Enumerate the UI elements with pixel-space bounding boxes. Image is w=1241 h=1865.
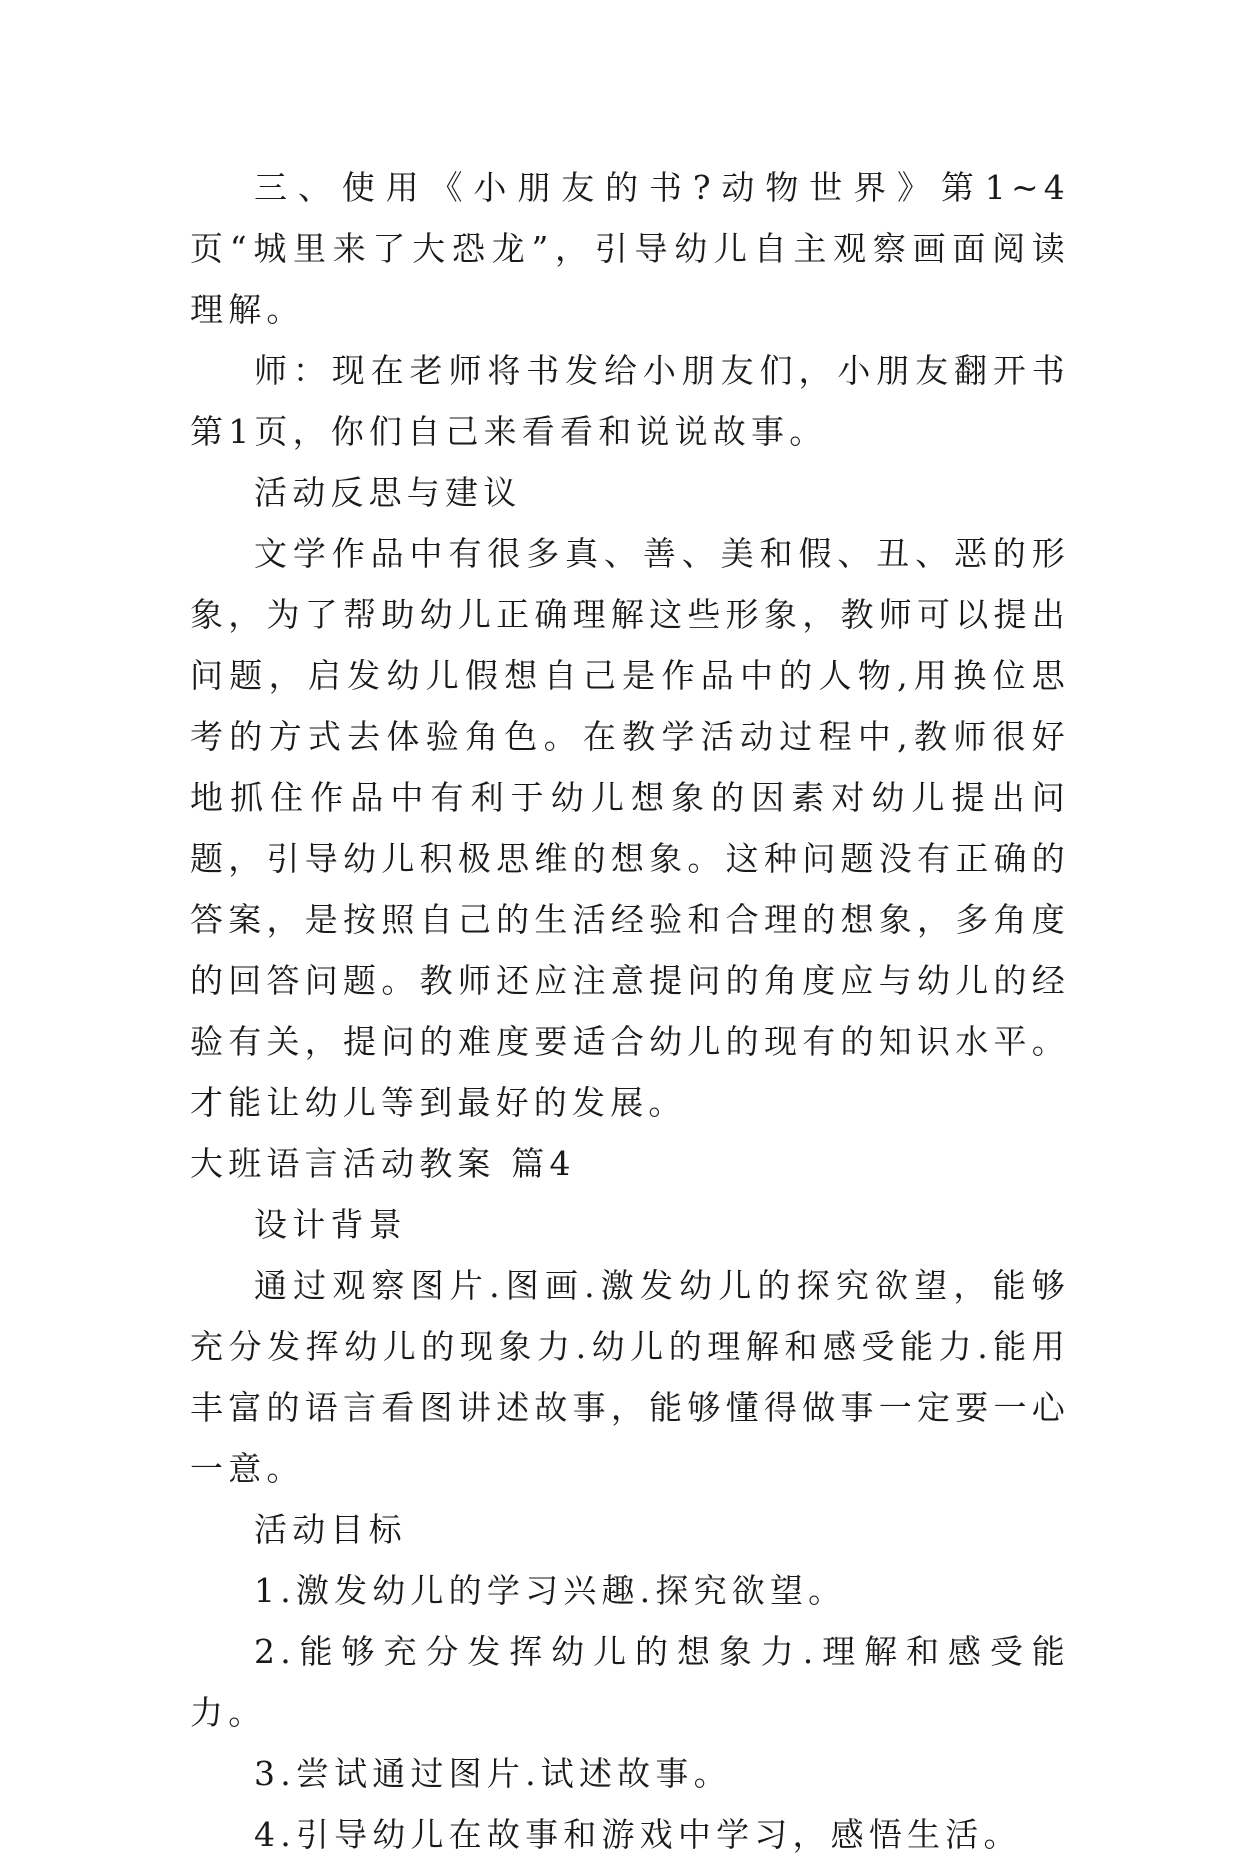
- paragraph-background-body: 通过观察图片.图画.激发幼儿的探究欲望，能够充分发挥幼儿的现象力.幼儿的理解和感受能力.能用丰富的语言看图讲述故事，能够懂得做事一定要一心一意。: [190, 1266, 1070, 1488]
- section-heading-background: 设计背景: [254, 1205, 407, 1244]
- goal-item-2: 2.能够充分发挥幼儿的想象力.理解和感受能力。: [190, 1632, 1070, 1732]
- goal-item-3: 3.尝试通过图片.试述故事。: [254, 1754, 732, 1793]
- section-heading-reflection: 活动反思与建议: [254, 473, 522, 512]
- goal-item-4: 4.引导幼儿在故事和游戏中学习，感悟生活。: [254, 1815, 1022, 1854]
- lesson-title: 大班语言活动教案 篇4: [190, 1144, 576, 1183]
- document-body: [190, 157, 1070, 1865]
- paragraph-teacher-line: 师：现在老师将书发给小朋友们，小朋友翻开书第1页，你们自己来看看和说说故事。: [190, 351, 1070, 451]
- paragraph-step-three: 三、使用《小朋友的书?动物世界》第1~4页“城里来了大恐龙”，引导幼儿自主观察画面阅读理解。: [190, 168, 1070, 329]
- paragraph-reflection-body: 文学作品中有很多真、善、美和假、丑、恶的形象，为了帮助幼儿正确理解这些形象，教师可以提出问题，启发幼儿假想自己是作品中的人物,用换位思考的方式去体验角色。在教学活动过程中,教师很好地抓住作品中有利于幼儿想象的因素对幼儿提出问题，引导幼儿积极思维的想象。这种问题没有正确的答案，是按照自己的生活经验和合理的想象，多角度的回答问题。教师还应注意提问的角度应与幼儿的经验有关，提问的难度要适合幼儿的现有的知识水平。才能让幼儿等到最好的发展。: [190, 534, 1070, 1122]
- section-heading-goals: 活动目标: [254, 1510, 407, 1549]
- goal-item-1: 1.激发幼儿的学习兴趣.探究欲望。: [254, 1571, 847, 1610]
